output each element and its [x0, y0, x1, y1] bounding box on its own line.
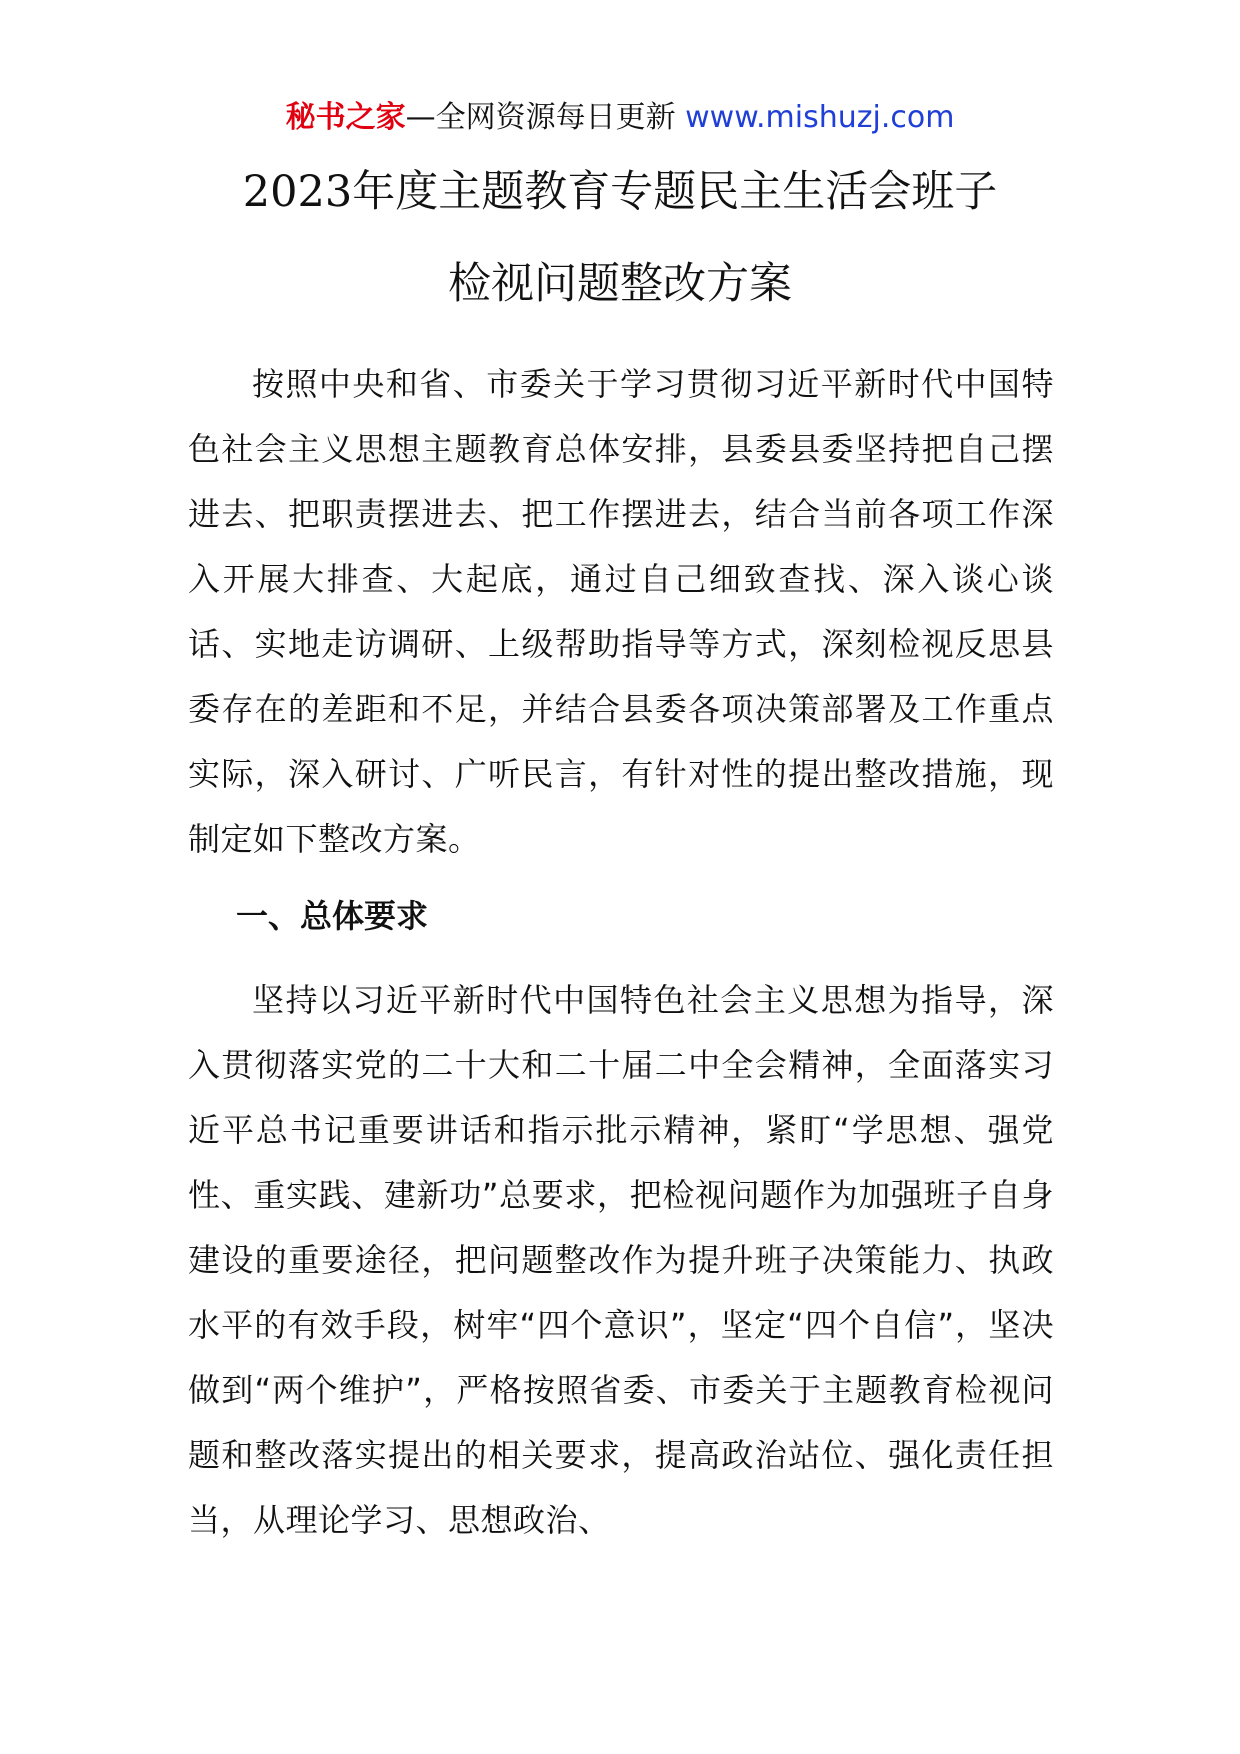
banner-tagline: —全网资源每日更新: [405, 100, 676, 135]
title-line-1-text: 年度主题教育专题民主生活会班子: [352, 167, 998, 217]
title-year: 2023: [242, 167, 353, 217]
banner-url[interactable]: www.mishuzj.com: [685, 100, 955, 135]
document-title-line-2: 检视问题整改方案: [448, 259, 792, 309]
document-title-line-1: [0, 164, 1240, 220]
intro-paragraph: 按照中央和省、市委关于学习贯彻习近平新时代中国特色社会主义思想主题教育总体安排，县委县委坚持把自己摆进去、把职责摆进去、把工作摆进去，结合当前各项工作深入开展大排查、大起底，通过自己细致查找、深入谈心谈话、实地走访调研、上级帮助指导等方式，深刻检视反思县委存在的差距和不足，并结合县委各项决策部署及工作重点实际，深入研讨、广听民言，有针对性的提出整改措施，现制定如下整改方案。: [188, 365, 1054, 858]
section-1-paragraph: 坚持以习近平新时代中国特色社会主义思想为指导，深入贯彻落实党的二十大和二十届二中全会精神，全面落实习近平总书记重要讲话和指示批示精神，紧盯“学思想、强党性、重实践、建新功”总要求，把检视问题作为加强班子自身建设的重要途径，把问题整改作为提升班子决策能力、执政水平的有效手段，树牢“四个意识”，坚定“四个自信”，坚决做到“两个维护”，严格按照省委、市委关于主题教育检视问题和整改落实提出的相关要求，提高政治站位、强化责任担当，从理论学习、思想政治、: [188, 981, 1054, 1539]
brand-name: 秘书之家: [285, 100, 406, 135]
section-heading-general-requirements: 一、总体要求: [236, 897, 429, 935]
source-banner: [0, 98, 1240, 138]
